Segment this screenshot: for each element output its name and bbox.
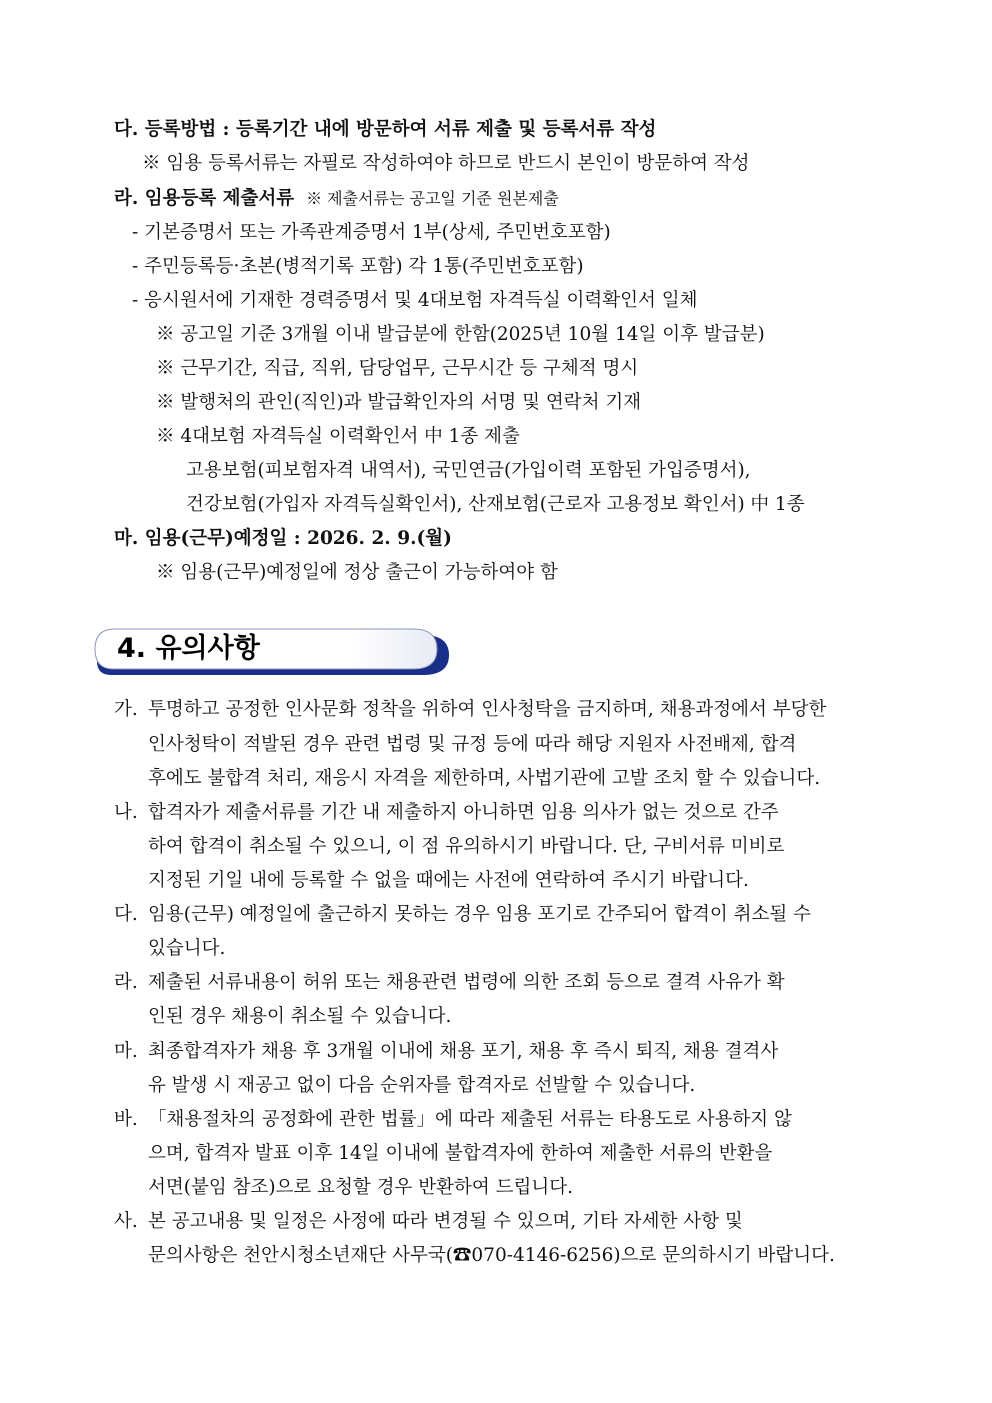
document-sub-note: ※ 4대보험 자격득실 이력확인서 中 1종 제출 [156, 426, 520, 447]
paragraph-marker: 바. [114, 1109, 138, 1130]
paragraph-line: 후에도 불합격 처리, 재응시 자격을 제한하며, 사법기관에 고발 조치 할 수 있습니다. [148, 768, 821, 789]
document-sub-note: ※ 공고일 기준 3개월 이내 발급분에 한함(2025년 10월 14일 이후 발급분) [156, 324, 765, 345]
document-item: - 주민등록등·초본(병적기록 포함) 각 1통(주민번호포함) [132, 256, 584, 277]
section-title: 4. 유의사항 [117, 633, 260, 664]
paragraph-line: 문의사항은 천안시청소년재단 사무국(☎070-4146-6256)으로 문의하시기 바랍니다. [148, 1245, 835, 1266]
paragraph-line: 유 발생 시 재공고 없이 다음 순위자를 합격자로 선발할 수 있습니다. [148, 1075, 696, 1096]
paragraph-marker: 다. [114, 904, 138, 925]
document-sub-note: ※ 근무기간, 직급, 직위, 담당업무, 근무시간 등 구체적 명시 [156, 358, 639, 379]
paragraph-line: 하여 합격이 취소될 수 있으니, 이 점 유의하시기 바랍니다. 단, 구비서류 미비로 [148, 836, 785, 857]
documents-heading-line [114, 187, 559, 211]
paragraph-line: 으며, 합격자 발표 이후 14일 이내에 불합격자에 한하여 제출한 서류의 반환을 [148, 1143, 773, 1164]
paragraph-marker: 라. [114, 972, 138, 993]
documents-heading: 라. 임용등록 제출서류 [114, 188, 295, 209]
paragraph-line: 「채용절차의 공정화에 관한 법률」에 따라 제출된 서류는 타용도로 사용하지 않 [148, 1109, 792, 1130]
documents-heading-note: ※ 제출서류는 공고일 기준 원본제출 [306, 189, 559, 208]
paragraph-line: 제출된 서류내용이 허위 또는 채용관련 법령에 의한 조회 등으로 결격 사유가 확 [148, 972, 785, 993]
paragraph-marker: 사. [114, 1211, 138, 1232]
paragraph-line: 지정된 기일 내에 등록할 수 없을 때에는 사전에 연락하여 주시기 바랍니다. [148, 870, 749, 891]
section-header [93, 627, 453, 677]
paragraph-line: 최종합격자가 채용 후 3개월 이내에 채용 포기, 채용 후 즉시 퇴직, 채용 결격사 [148, 1041, 779, 1062]
paragraph-line: 합격자가 제출서류를 기간 내 제출하지 아니하면 임용 의사가 없는 것으로 간주 [148, 802, 779, 823]
start-date-note: ※ 임용(근무)예정일에 정상 출근이 가능하여야 함 [156, 562, 558, 583]
document-item: - 기본증명서 또는 가족관계증명서 1부(상세, 주민번호포함) [132, 222, 611, 243]
paragraph-line: 서면(붙임 참조)으로 요청할 경우 반환하여 드립니다. [148, 1177, 574, 1198]
paragraph-line: 인사청탁이 적발된 경우 관련 법령 및 규정 등에 따라 해당 지원자 사전배제, 합격 [148, 734, 797, 755]
paragraph-marker: 가. [114, 699, 138, 720]
start-date: 마. 임용(근무)예정일 : 2026. 2. 9.(월) [114, 528, 452, 549]
paragraph-line: 인된 경우 채용이 취소될 수 있습니다. [148, 1006, 452, 1027]
registration-method: 다. 등록방법 : 등록기간 내에 방문하여 서류 제출 및 등록서류 작성 [114, 119, 657, 140]
document-sub-note: ※ 발행처의 관인(직인)과 발급확인자의 서명 및 연락처 기재 [156, 392, 642, 413]
paragraph-line: 투명하고 공정한 인사문화 정착을 위하여 인사청탁을 금지하며, 채용과정에서 부당한 [148, 699, 827, 720]
paragraph-line: 임용(근무) 예정일에 출근하지 못하는 경우 임용 포기로 간주되어 합격이 취소될 수 [148, 904, 811, 925]
paragraph-marker: 마. [114, 1041, 138, 1062]
paragraph-line: 있습니다. [148, 938, 226, 959]
registration-method-note: ※ 임용 등록서류는 자필로 작성하여야 하므로 반드시 본인이 방문하여 작성 [142, 153, 750, 174]
insurance-line: 건강보험(가입자 자격득실확인서), 산재보험(근로자 고용정보 확인서) 中 1종 [186, 494, 805, 515]
paragraph-marker: 나. [114, 802, 138, 823]
insurance-line: 고용보험(피보험자격 내역서), 국민연금(가입이력 포함된 가입증명서), [186, 460, 751, 481]
paragraph-line: 본 공고내용 및 일정은 사정에 따라 변경될 수 있으며, 기타 자세한 사항 및 [148, 1211, 743, 1232]
document-item: - 응시원서에 기재한 경력증명서 및 4대보험 자격득실 이력확인서 일체 [132, 290, 698, 311]
